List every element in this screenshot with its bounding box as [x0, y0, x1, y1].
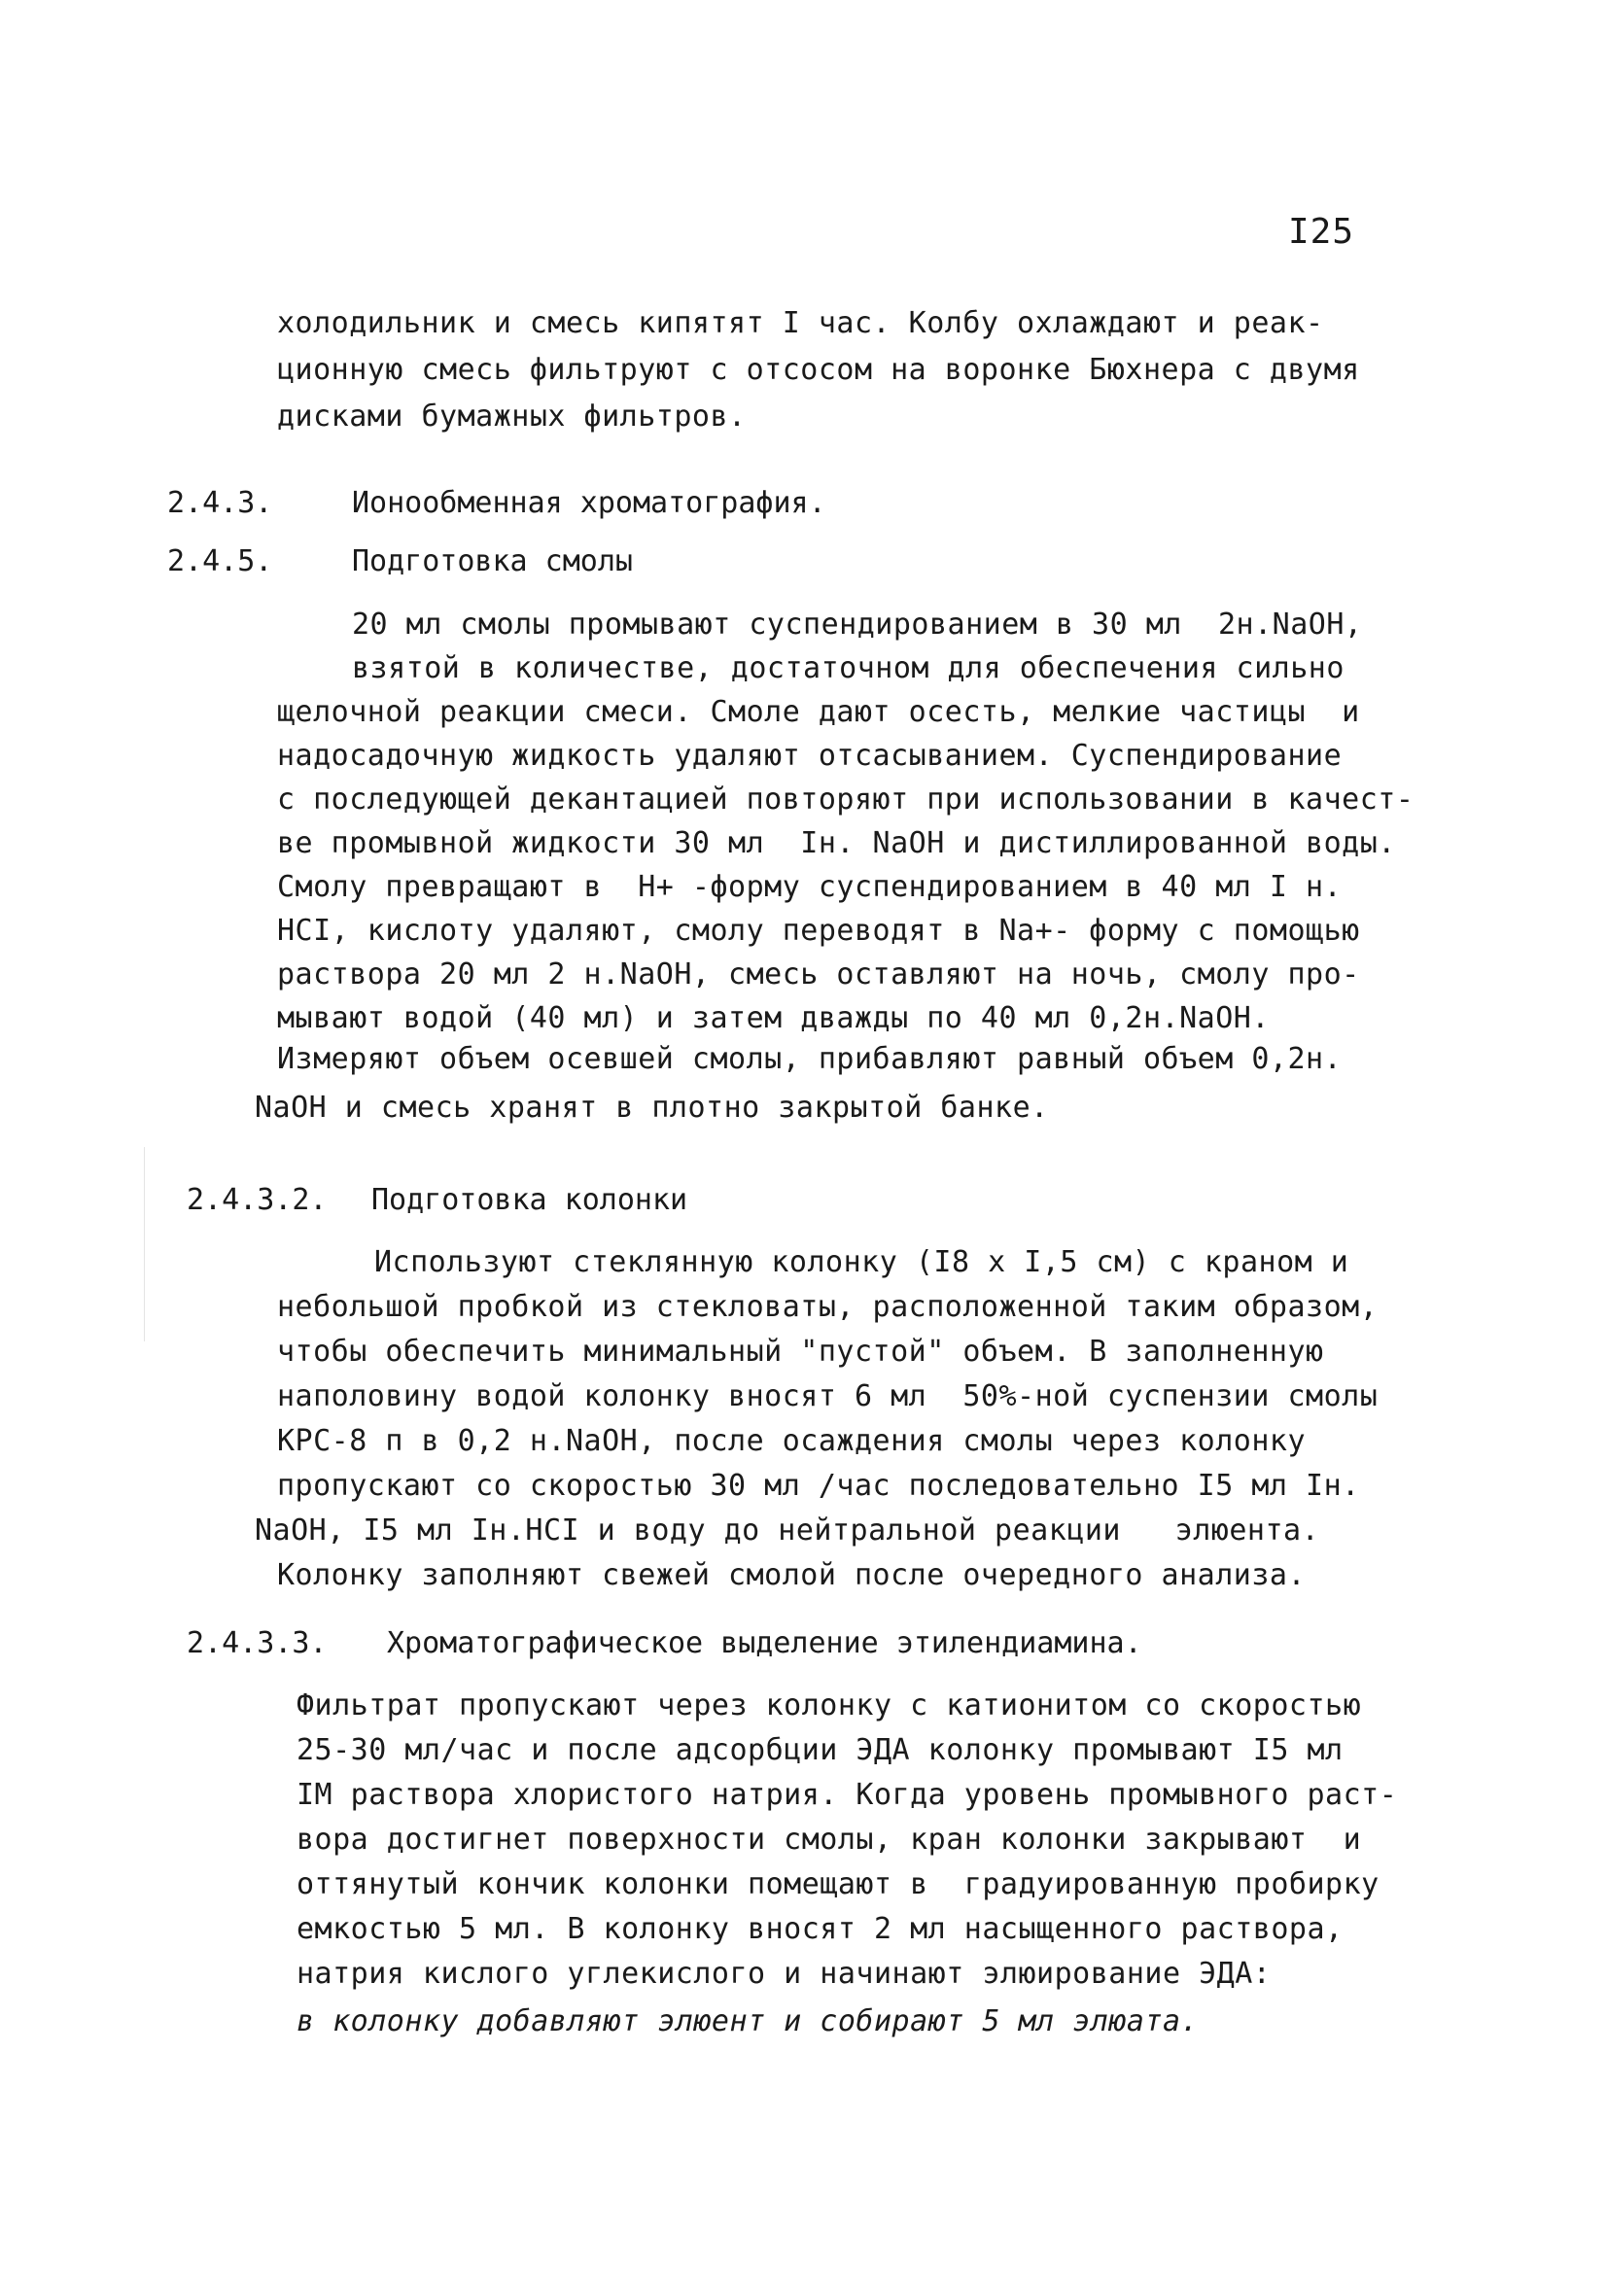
resin-line: мывают водой (40 мл) и затем дважды по 40 мл 0,2н.NaOH. — [277, 1001, 1270, 1035]
chrom-line: вора достигнет поверхности смолы, кран колонки закрывают и — [297, 1823, 1362, 1857]
section-title: Подготовка смолы — [352, 544, 633, 578]
section-number: 2.4.3.2. — [187, 1183, 328, 1217]
column-line: наполовину водой колонку вносят 6 мл 50%-ной суспензии смолы — [277, 1379, 1379, 1413]
section-number: 2.4.5. — [167, 544, 273, 578]
resin-line: NaOH и смесь хранят в плотно закрытой банке. — [255, 1091, 1049, 1125]
resin-line: надосадочную жидкость удаляют отсасыванием. Суспендирование — [277, 739, 1343, 773]
scan-margin-line — [144, 1147, 145, 1341]
resin-line: Измеряют объем осевшей смолы, прибавляют равный объем 0,2н. — [277, 1042, 1343, 1076]
resin-line: Смолу превращают в H+ -форму суспендированием в 40 мл I н. — [277, 870, 1343, 904]
section-title: Ионообменная хроматография. — [352, 486, 826, 520]
chrom-line: натрия кислого углекислого и начинают элюирование ЭДА: — [297, 1957, 1272, 1991]
section-number: 2.4.3. — [167, 486, 273, 520]
chrom-line: в колонку добавляют элюент и собирают 5 мл элюата. — [297, 2004, 1200, 2038]
resin-line: раствора 20 мл 2 н.NaOH, смесь оставляют на ночь, смолу про- — [277, 957, 1360, 991]
chrom-line: емкостью 5 мл. В колонку вносят 2 мл насыщенного раствора, — [297, 1912, 1344, 1946]
chrom-line: оттянутый кончик колонки помещают в градуированную пробирку — [297, 1867, 1380, 1901]
resin-line: щелочной реакции смеси. Смоле дают осесть, мелкие частицы и — [277, 695, 1360, 729]
section-title: Хроматографическое выделение этилендиамина. — [387, 1626, 1142, 1660]
page-number: I25 — [1288, 212, 1355, 252]
column-line: чтобы обеспечить минимальный "пустой" объем. В заполненную — [277, 1335, 1324, 1369]
column-line: Используют стеклянную колонку (I8 x I,5 см) с краном и — [374, 1245, 1349, 1279]
chrom-line: IM раствора хлористого натрия. Когда уровень промывного раст- — [297, 1778, 1398, 1812]
intro-line: холодильник и смесь кипятят I час. Колбу охлаждают и реак- — [277, 306, 1324, 340]
section-title: Подготовка колонки — [371, 1183, 688, 1217]
intro-line: дисками бумажных фильтров. — [277, 400, 747, 434]
chrom-line: 25-30 мл/час и после адсорбции ЭДА колонку промывают I5 мл — [297, 1733, 1344, 1767]
column-line: пропускают со скоростью 30 мл /час последовательно I5 мл Iн. — [277, 1469, 1360, 1503]
intro-line: ционную смесь фильтруют с отсосом на воронке Бюхнера с двумя — [277, 353, 1360, 387]
column-line: КРС-8 п в 0,2 н.NaOH, после осаждения смолы через колонку — [277, 1424, 1307, 1458]
resin-line: 20 мл смолы промывают суспендированием в 30 мл 2н.NaOH, — [352, 608, 1363, 642]
resin-line: ве промывной жидкости 30 мл Iн. NaOH и дистиллированной воды. — [277, 826, 1396, 860]
column-line: Колонку заполняют свежей смолой после очередного анализа. — [277, 1558, 1307, 1592]
chrom-line: Фильтрат пропускают через колонку с катионитом со скоростью — [297, 1688, 1362, 1722]
section-number: 2.4.3.3. — [187, 1626, 328, 1660]
column-line: небольшой пробкой из стекловаты, расположенной таким образом, — [277, 1290, 1379, 1324]
column-line: NaOH, I5 мл Iн.HCI и воду до нейтральной реакции элюента. — [255, 1513, 1320, 1548]
resin-line: HCI, кислоту удаляют, смолу переводят в Na+- форму с помощью — [277, 914, 1360, 948]
resin-line: с последующей декантацией повторяют при использовании в качест- — [277, 783, 1415, 817]
resin-line: взятой в количестве, достаточном для обеспечения сильно — [352, 651, 1345, 685]
